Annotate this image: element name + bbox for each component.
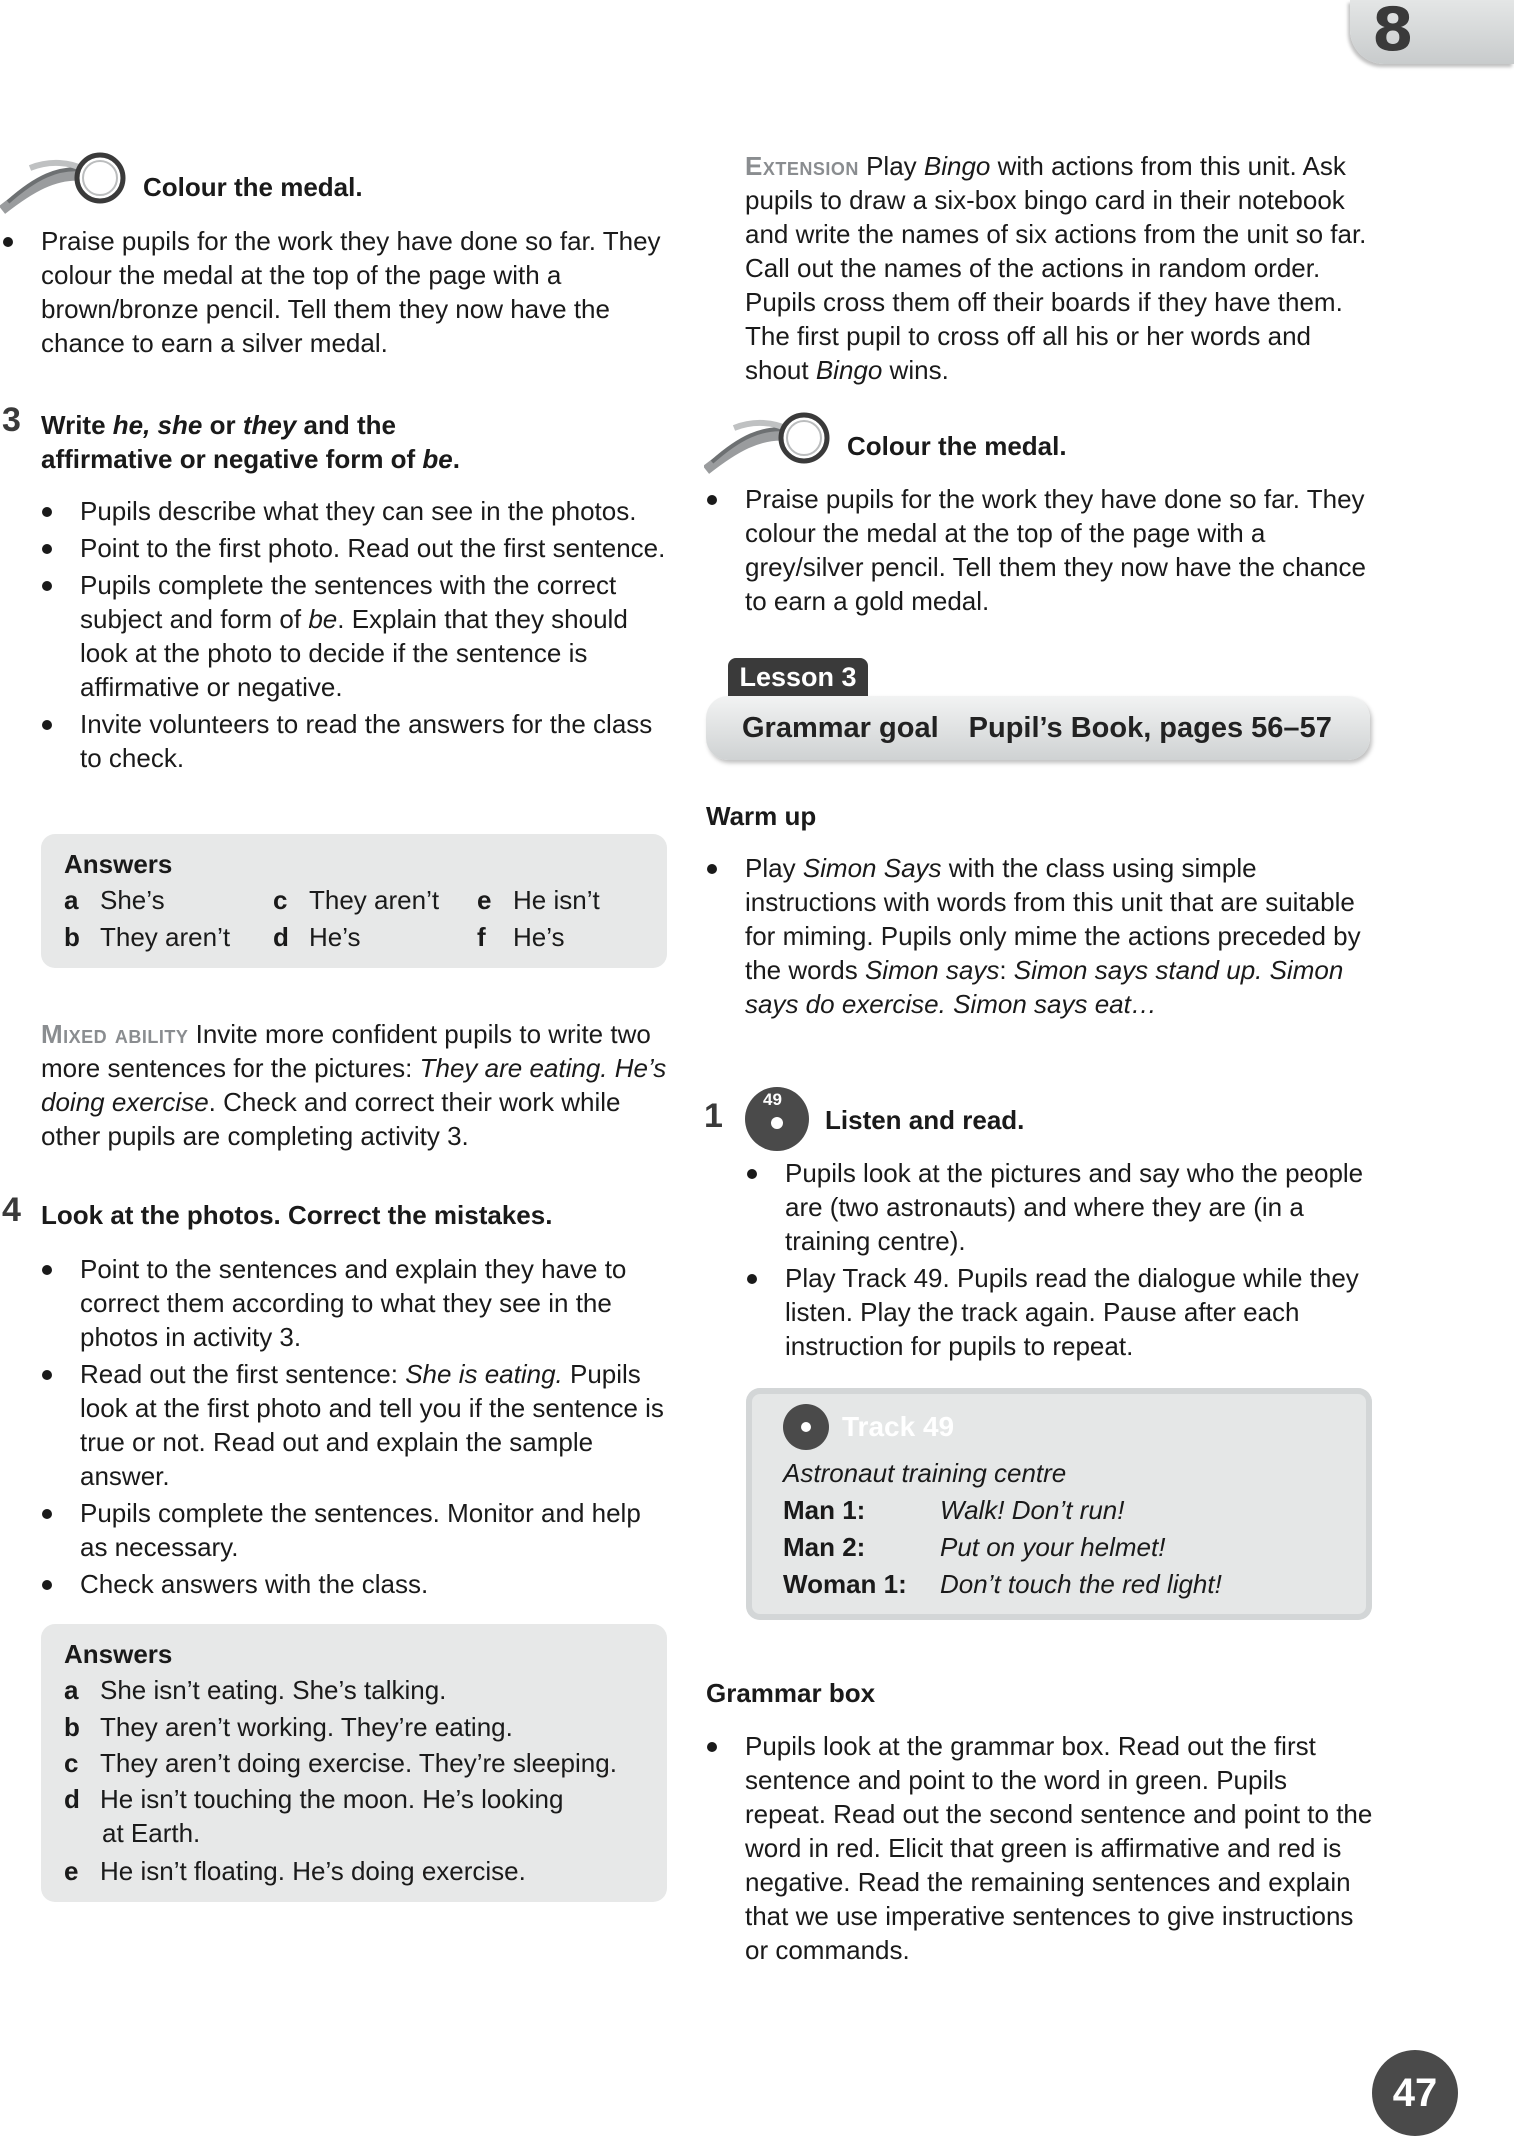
track-badge: 49 bbox=[763, 1090, 782, 1109]
answer-item: c They aren’t doing exercise. They’re sleeping. bbox=[64, 1748, 617, 1778]
activity-4-title: Look at the photos. Correct the mistakes. bbox=[41, 1200, 553, 1230]
answer-item: d He’s bbox=[273, 922, 361, 952]
activity-3-bullets bbox=[80, 494, 675, 778]
list-item: Invite volunteers to read the answers for the class to check. bbox=[80, 707, 675, 775]
answer-item: c They aren’t bbox=[273, 885, 440, 915]
answer-item: f He’s bbox=[477, 922, 565, 952]
dialogue-line: Man 2: Put on your helmet! bbox=[783, 1532, 1166, 1562]
answer-item: a She’s bbox=[64, 885, 165, 915]
answers-title: Answers bbox=[64, 1639, 173, 1669]
answer-item: b They aren’t bbox=[64, 922, 231, 952]
list-item: Play Track 49. Pupils read the dialogue while they listen. Play the track again. Pause after each instruction for pupils to repeat. bbox=[785, 1261, 1380, 1363]
dialogue-line: Man 1: Walk! Don’t run! bbox=[783, 1495, 1125, 1525]
lesson-tab: Lesson 3 bbox=[728, 658, 868, 696]
answer-item: e He isn’t bbox=[477, 885, 600, 915]
list-item: Praise pupils for the work they have done so far. They colour the medal at the top of the page with a brown/bronze pencil. Tell them they now have the chance to earn a silver medal. bbox=[41, 224, 671, 360]
list-item: Pupils complete the sentences with the correct subject and form of be. Explain that they should look at the photo to decide if the sentence is affirmative or negative. bbox=[80, 568, 675, 704]
medal-bullets bbox=[41, 224, 671, 363]
medal-heading: Colour the medal. bbox=[143, 172, 363, 202]
list-item: Praise pupils for the work they have done so far. They colour the medal at the top of the page with a grey/silver pencil. Tell them they now have the chance to earn a gold medal. bbox=[745, 482, 1375, 618]
answers-box bbox=[41, 834, 667, 968]
medal-bullets bbox=[745, 482, 1375, 621]
list-item: Point to the sentences and explain they have to correct them according to what they see in the photos in activity 3. bbox=[80, 1252, 675, 1354]
list-item: Play Simon Says with the class using simple instructions with words from this unit that are suitable for miming. Pupils only mime the actions preceded by the words Simon says: Simon says stand up. Simon says do exercise. Simon says eat… bbox=[745, 851, 1375, 1021]
warm-up-title: Warm up bbox=[706, 801, 817, 831]
answers-box bbox=[41, 1624, 667, 1902]
mixed-ability-note: Mixed ability Invite more confident pupils to write two more sentences for the pictures: They are eating. He’s doing exercise. Check and correct their work while other pupils are completing activity 3. bbox=[41, 1019, 667, 1151]
dialogue-line: Woman 1: Don’t touch the red light! bbox=[783, 1569, 1222, 1599]
activity-number: 3 bbox=[2, 401, 21, 439]
unit-number: 8 bbox=[1372, 0, 1414, 65]
track-box bbox=[746, 1388, 1372, 1620]
extension-note: Extension Play Bingo with actions from this unit. Ask pupils to draw a six-box bingo card in their notebook and write the names of six actions from the unit so far. Call out the names of the actions in random order. Pupils cross them off their boards if they have them. The first pupil to cross off all his or her words and shout Bingo wins. bbox=[745, 151, 1367, 385]
list-item: Pupils look at the pictures and say who the people are (two astronauts) and where they are (in a training centre). bbox=[785, 1156, 1380, 1258]
medal-icon bbox=[704, 408, 834, 478]
page-number: 47 bbox=[1372, 2050, 1458, 2136]
activity-1-title: Listen and read. bbox=[825, 1105, 1025, 1135]
list-item: Pupils describe what they can see in the photos. bbox=[80, 494, 675, 528]
answer-item: b They aren’t working. They’re eating. bbox=[64, 1712, 513, 1742]
list-item: Read out the first sentence: She is eating. Pupils look at the first photo and tell you if the sentence is true or not. Read out and explain the sample answer. bbox=[80, 1357, 675, 1493]
answer-item: e He isn’t floating. He’s doing exercise. bbox=[64, 1856, 526, 1886]
medal-icon bbox=[0, 148, 130, 218]
track-subtitle: Astronaut training centre bbox=[783, 1458, 1067, 1488]
track-title: Track 49 bbox=[842, 1411, 955, 1442]
answers-title: Answers bbox=[64, 849, 173, 879]
cd-icon bbox=[783, 1404, 829, 1450]
list-item: Pupils look at the grammar box. Read out the first sentence and point to the word in green. Pupils repeat. Read out the second sentence and point to the word in red. Elicit that green is affirmative and red is negative. Read the remaining sentences and explain that we use imperative sentences to give instructions or commands. bbox=[745, 1729, 1375, 1967]
list-item: Check answers with the class. bbox=[80, 1567, 675, 1601]
mixed-ability-label: Mixed ability bbox=[41, 1019, 189, 1049]
answer-item: a She isn’t eating. She’s talking. bbox=[64, 1675, 447, 1705]
list-item: Point to the first photo. Read out the first sentence. bbox=[80, 531, 675, 565]
grammar-box-bullets bbox=[745, 1729, 1375, 1970]
list-item: Pupils complete the sentences. Monitor and help as necessary. bbox=[80, 1496, 675, 1564]
activity-4-bullets bbox=[80, 1252, 675, 1604]
activity-number: 4 bbox=[2, 1191, 21, 1229]
activity-1-bullets bbox=[785, 1156, 1380, 1366]
lesson-bar bbox=[706, 696, 1370, 760]
activity-number: 1 bbox=[704, 1097, 723, 1135]
extension-label: Extension bbox=[745, 151, 859, 181]
medal-heading: Colour the medal. bbox=[847, 431, 1067, 461]
lesson-goal: Grammar goal Pupil’s Book, pages 56–57 bbox=[742, 712, 1332, 744]
warm-up-bullets bbox=[745, 851, 1375, 1024]
grammar-box-title: Grammar box bbox=[706, 1678, 876, 1708]
cd-icon bbox=[745, 1087, 809, 1151]
answer-item: d He isn’t touching the moon. He’s looking at Earth. bbox=[64, 1784, 564, 1848]
unit-tab bbox=[1350, 0, 1514, 64]
activity-3-title: Write he, she or they and the affirmative or negative form of be. bbox=[41, 410, 460, 474]
